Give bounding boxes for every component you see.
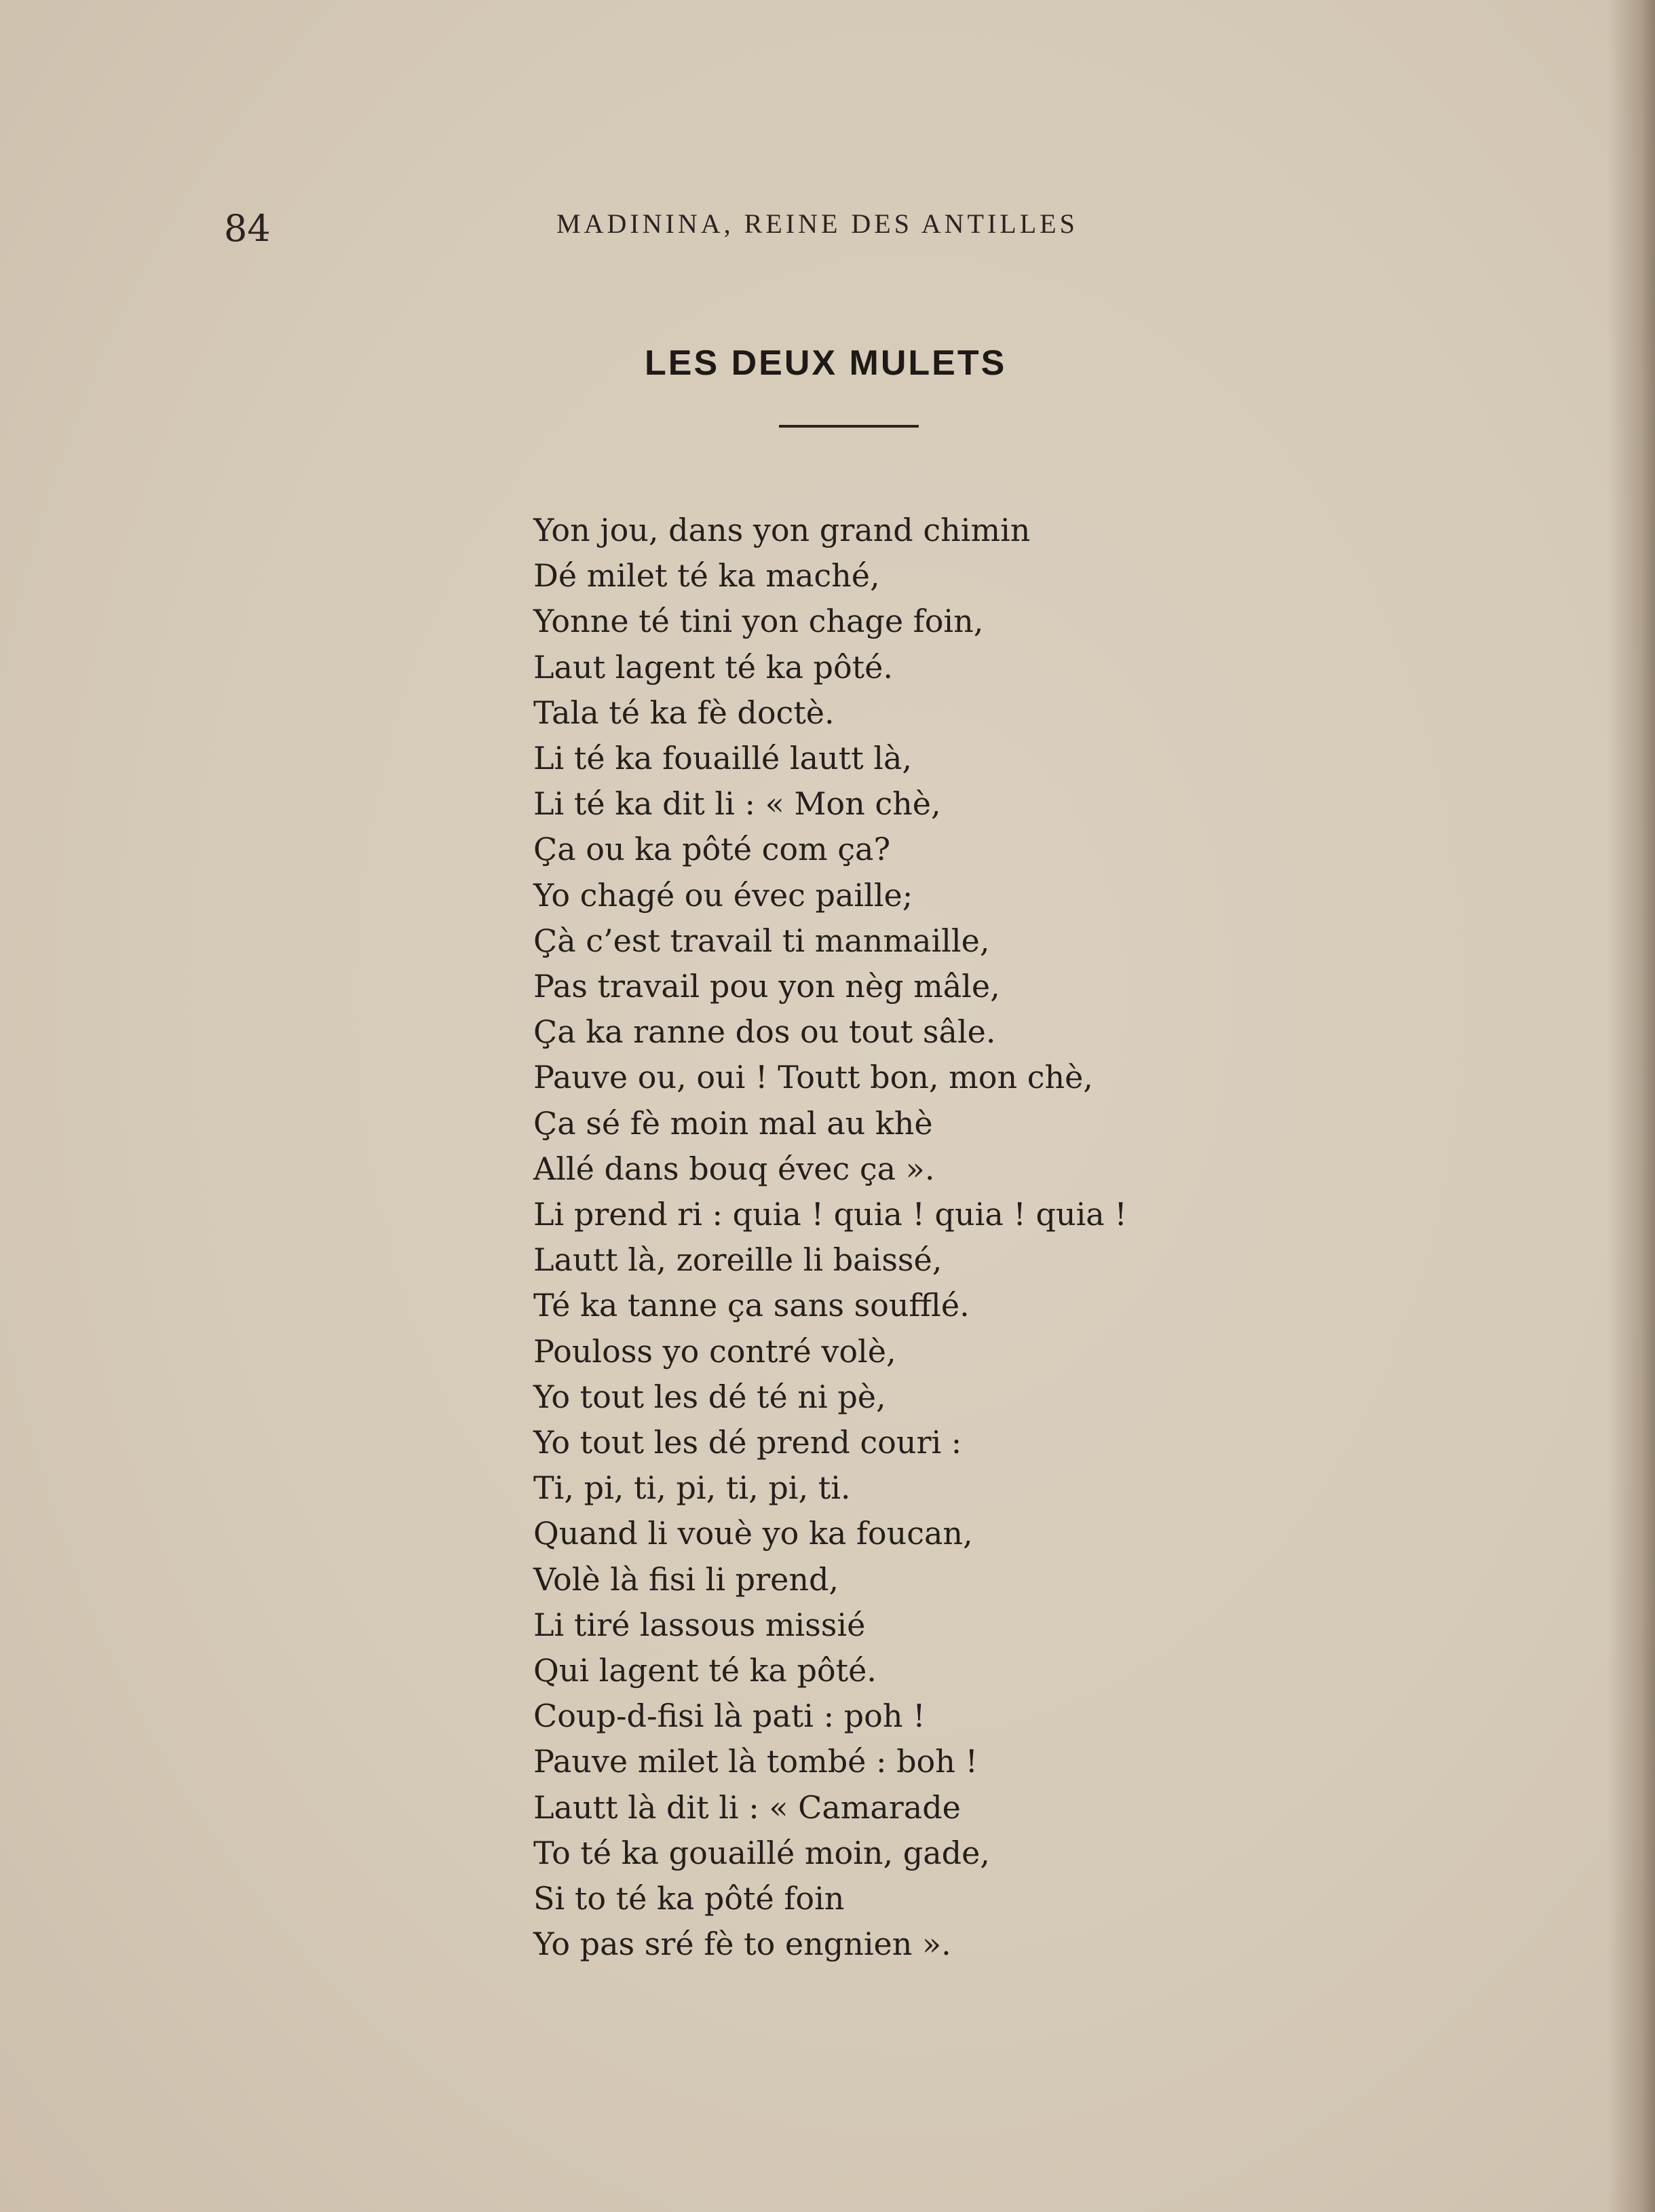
page-number: 84	[224, 207, 271, 250]
verse-line: Ça sé fè moin mal au khè	[533, 1104, 933, 1142]
verse-line: Yo tout les dé prend couri :	[533, 1424, 962, 1461]
verse-line: Yon jou, dans yon grand chimin	[533, 512, 1031, 548]
verse-line: Volè là fisi li prend,	[533, 1560, 839, 1598]
verse-line: Pouloss yo contré volè,	[533, 1332, 896, 1370]
verse-line: Li té ka dit li : « Mon chè,	[533, 785, 941, 823]
verse-line: Pas travail pou yon nèg mâle,	[533, 968, 1000, 1005]
verse-line: Ça ka ranne dos ou tout sâle.	[533, 1013, 996, 1051]
verse-line: Li té ka fouaillé lautt là,	[533, 740, 912, 777]
verse-line: Laut lagent té ka pôté.	[533, 648, 893, 686]
verse-line: Lautt là, zoreille li baissé,	[533, 1241, 943, 1279]
verse-line: To té ka gouaillé moin, gade,	[533, 1834, 990, 1871]
verse-line: Ça ou ka pôté com ça?	[533, 831, 891, 868]
verse-line: Si to té ka pôté foin	[533, 1880, 845, 1917]
verse-line: Yo tout les dé té ni pè,	[533, 1378, 886, 1415]
verse-line: Pauve milet là tombé : boh !	[533, 1743, 978, 1780]
verse-line: Li tiré lassous missié	[533, 1606, 866, 1643]
verse-line: Yo chagé ou évec paille;	[533, 876, 913, 914]
title-rule	[779, 425, 919, 428]
verse-line: Ti, pi, ti, pi, ti, pi, ti.	[533, 1469, 851, 1507]
verse-line: Quand li vouè yo ka foucan,	[533, 1515, 973, 1552]
verse-line: Tala té ka fè doctè.	[533, 694, 835, 731]
verse-line: Yonne té tini yon chage foin,	[533, 603, 984, 640]
verse-line: Pauve ou, oui ! Toutt bon, mon chè,	[533, 1059, 1093, 1096]
verse-line: Coup-d-fisi là pati : poh !	[533, 1698, 926, 1735]
verse-line: Yo pas sré fè to engnien ».	[533, 1926, 951, 1963]
running-head: MADININA, REINE DES ANTILLES	[556, 208, 1078, 239]
verse-line: Çà c’est travail ti manmaille,	[533, 922, 990, 959]
verse-line: Li prend ri : quia ! quia ! quia ! quia !	[533, 1196, 1127, 1233]
poem-title: LES DEUX MULETS	[645, 343, 1007, 383]
verse-line: Dé milet té ka maché,	[533, 557, 880, 595]
verse-line: Lautt là dit li : « Camarade	[533, 1788, 961, 1826]
verse-line: Té ka tanne ça sans soufflé.	[533, 1287, 970, 1324]
verse-line: Allé dans bouq évec ça ».	[533, 1150, 935, 1187]
page-edge-shadow	[1608, 0, 1655, 2212]
poem-verses	[533, 508, 1127, 1968]
verse-line: Qui lagent té ka pôté.	[533, 1652, 877, 1689]
